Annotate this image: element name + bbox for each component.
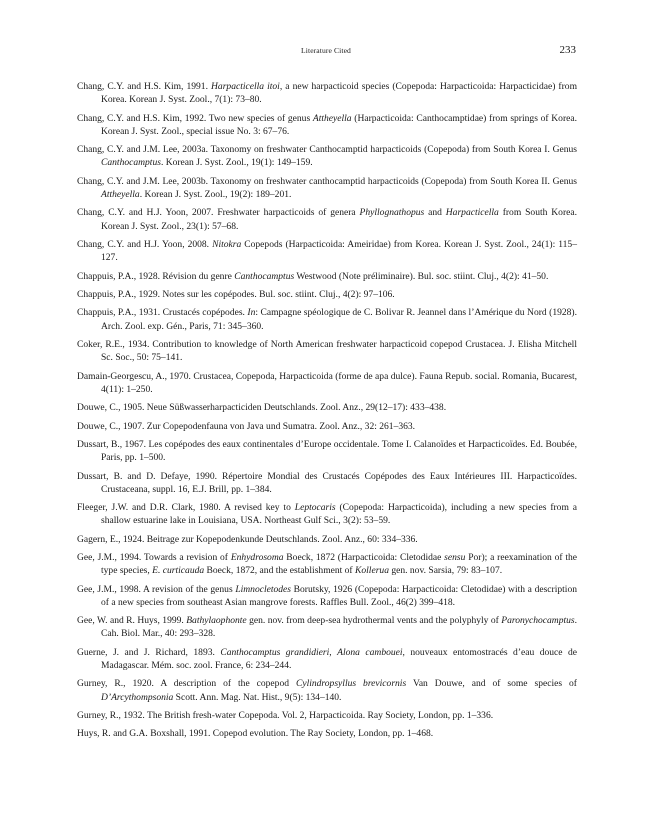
- reference-text: Gagern, E., 1924. Beitrage zur Kopepodenkunde Deutschlands. Zool. Anz., 60: 334–336.: [77, 533, 418, 545]
- reference-text: (Harpacticoida: Canthocamptidae) from springs of Korea. Korean J. Syst. Zool., special issue No. 3: 67–76.: [101, 112, 577, 137]
- reference-text: Chappuis, P.A., 1928. Révision du genre: [77, 270, 235, 282]
- italic-text: E. curticauda: [152, 565, 205, 577]
- reference-text: , nouveaux entomostracés d’eau douce de Madagascar. Mém. soc. zool. France, 6: 234–244.: [101, 646, 577, 672]
- reference-text: Chang, C.Y. and J.M. Lee, 2003b. Taxonomy on freshwater canthocamptid harpacticoids (Copepoda) from South Korea II. Genus: [77, 175, 577, 187]
- italic-text: Alona cambouei: [337, 646, 403, 658]
- reference-text: Chang, C.Y. and H.S. Kim, 1992. Two new species of genus: [77, 112, 313, 124]
- italic-text: Phyllognathopus: [359, 207, 425, 219]
- reference-text: Gee, J.M., 1994. Towards a revision of: [77, 552, 231, 564]
- reference-entry: [77, 238, 577, 264]
- reference-entry: [77, 646, 577, 672]
- reference-text: Por); a reexamination of the type species,: [101, 552, 578, 577]
- reference-text: Damain-Georgescu, A., 1970. Crustacea, Copepoda, Harpacticoida (forme de apa dulce). Fauna Repub. social. Romania, Bucarest, 4(11): 1–250.: [77, 370, 577, 395]
- reference-entry: [77, 338, 577, 364]
- running-title: Literature Cited: [301, 46, 351, 55]
- reference-text: ,: [329, 646, 338, 658]
- reference-text: Gee, W. and R. Huys, 1999.: [77, 615, 187, 627]
- reference-text: Van Douwe, and of some species of: [406, 678, 577, 690]
- italic-text: Cylindropsyllus brevicornis: [295, 678, 407, 690]
- reference-text: : Campagne spéologique de C. Bolivar R. Jeannel dans l’Amérique du Nord (1928). Arch. Zool. exp. Gén., Paris, 71: 345–360.: [101, 307, 577, 332]
- italic-text: Canthocamptus: [101, 157, 161, 169]
- reference-text: Gurney, R., 1932. The British fresh-water Copepoda. Vol. 2, Harpacticoida. Ray Society, London, pp. 1–336.: [77, 710, 494, 722]
- reference-text: Chang, C.Y. and H.J. Yoon, 2008.: [77, 238, 213, 250]
- reference-text: (Copepoda: Harpacticoida), including a new species from a shallow estuarine lake in Louisiana, USA. Northeast Gulf Sci., 3(2): 53–59.: [101, 502, 578, 527]
- reference-list: [77, 80, 577, 746]
- running-head: [0, 44, 652, 58]
- reference-entry: [77, 306, 577, 332]
- reference-text: Dussart, B. and D. Defaye, 1990. Répertoire Mondial des Crustacés Copépodes des Eaux Intérieures III. Harpacticoïdes. Crustaceana, suppl. 16, E.J. Brill, pp. 1–384.: [77, 470, 577, 495]
- reference-text: Borutsky, 1926 (Copepoda: Harpacticoida: Cletodidae) with a description of a new species from southeast Asian mangrove forests. Raffles Bull. Zool., 46(2) 399–418.: [101, 583, 577, 608]
- reference-entry: [77, 470, 577, 496]
- reference-text: Scott. Ann. Mag. Nat. Hist., 9(5): 134–140.: [173, 691, 342, 703]
- reference-entry: [77, 420, 577, 433]
- italic-text: Harpacticella itoi: [211, 81, 280, 92]
- reference-entry: [77, 709, 577, 722]
- reference-entry: [77, 80, 577, 106]
- reference-text: Huys, R. and G.A. Boxshall, 1991. Copepod evolution. The Ray Society, London, pp. 1–468.: [77, 728, 434, 740]
- reference-entry: [77, 206, 577, 232]
- reference-text: Coker, R.E., 1934. Contribution to knowledge of North American freshwater harpacticoid copepod Crustacea. J. Elisha Mitchell Sc. Soc., 50: 75–141.: [77, 338, 577, 364]
- reference-entry: [77, 727, 577, 740]
- reference-entry: [77, 614, 577, 640]
- reference-text: Douwe, C., 1907. Zur Copepodenfauna von Java und Sumatra. Zool. Anz., 32: 261–363.: [77, 420, 416, 432]
- italic-text: D’Arcythompsonia: [101, 691, 174, 703]
- reference-text: . Cah. Biol. Mar., 40: 293–328.: [101, 615, 577, 640]
- reference-text: Copepods (Harpacticoida: Ameiridae) from Korea. Korean J. Syst. Zool., 24(1): 115–127.: [101, 238, 577, 264]
- italic-text: Attheyella: [101, 188, 140, 200]
- reference-text: . Korean J. Syst. Zool., 19(1): 149–159.: [160, 157, 313, 169]
- reference-text: gen. nov. from deep-sea hydrothermal vents and the polyphyly of: [246, 615, 502, 627]
- italic-text: Harpacticella: [445, 207, 499, 219]
- italic-text: Canthocamptus: [234, 270, 295, 282]
- reference-text: Dussart, B., 1967. Les copépodes des eaux continentales d’Europe occidentale. Tome I. Calanoïdes et Harpacticoïdes. Ed. Boubée, Paris, pp. 1–500.: [77, 438, 577, 464]
- reference-text: Boeck, 1872, and the establishment of: [204, 565, 356, 577]
- reference-text: , a new harpacticoid species (Copepoda: Harpacticoida: Harpacticidae) from Korea. Korean J. Syst. Zool., 7(1): 73–80.: [101, 81, 577, 106]
- italic-text: Leptocaris: [294, 502, 336, 514]
- reference-entry: [77, 175, 577, 201]
- reference-text: Westwood (Note préliminaire). Bul. soc. stiint. Cluj., 4(2): 41–50.: [294, 270, 549, 282]
- reference-entry: [77, 501, 577, 527]
- italic-text: Attheyella: [312, 112, 352, 124]
- reference-entry: [77, 143, 577, 169]
- reference-entry: [77, 270, 577, 283]
- reference-text: and: [424, 207, 446, 219]
- reference-text: Chang, C.Y. and H.S. Kim, 1991.: [77, 81, 212, 92]
- reference-text: Chappuis, P.A., 1929. Notes sur les copépodes. Bul. soc. stiint. Cluj., 4(2): 97–106.: [77, 288, 395, 300]
- reference-entry: [77, 112, 577, 138]
- reference-entry: [77, 288, 577, 301]
- reference-text: Gurney, R., 1920. A description of the copepod: [77, 678, 296, 690]
- italic-text: In: [247, 307, 256, 319]
- italic-text: Bathylaophonte: [186, 615, 247, 627]
- reference-text: Chappuis, P.A., 1931. Crustacés copépodes.: [77, 307, 248, 319]
- reference-entry: [77, 533, 577, 546]
- reference-entry: [77, 583, 577, 609]
- reference-entry: [77, 551, 577, 577]
- reference-entry: [77, 401, 577, 414]
- reference-text: Boeck, 1872 (Harpacticoida: Cletodidae: [283, 552, 445, 564]
- reference-text: from South Korea. Korean J. Syst. Zool., 23(1): 57–68.: [101, 207, 577, 232]
- reference-text: . Korean J. Syst. Zool., 19(2): 189–201.: [139, 188, 292, 200]
- reference-text: Gee, J.M., 1998. A revision of the genus: [77, 583, 236, 595]
- reference-text: gen. nov. Sarsia, 79: 83–107.: [388, 565, 503, 577]
- reference-text: Douwe, C., 1905. Neue Süßwasserharpacticiden Deutschlands. Zool. Anz., 29(12–17): 433–438.: [77, 402, 447, 414]
- reference-entry: [77, 438, 577, 464]
- reference-text: Chang, C.Y. and H.J. Yoon, 2007. Freshwater harpacticoids of genera: [77, 207, 360, 219]
- italic-text: Nitokra: [212, 238, 242, 250]
- italic-text: Enhydrosoma: [230, 552, 284, 564]
- reference-entry: [77, 370, 577, 396]
- reference-text: Guerne, J. and J. Richard, 1893.: [77, 646, 221, 658]
- reference-entry: [77, 677, 577, 703]
- italic-text: Paronychocamptus: [501, 615, 575, 627]
- reference-text: Chang, C.Y. and J.M. Lee, 2003a. Taxonomy on freshwater Canthocamptid harpacticoids (Copepoda) from South Korea I. Genus: [77, 144, 577, 156]
- italic-text: Canthocamptus grandidieri: [220, 646, 330, 658]
- italic-text: sensu: [444, 552, 466, 564]
- italic-text: Limnocletodes: [235, 583, 291, 595]
- reference-text: Fleeger, J.W. and D.R. Clark, 1980. A revised key to: [77, 502, 295, 514]
- page-number: 233: [559, 44, 576, 56]
- italic-text: Kollerua: [355, 565, 389, 577]
